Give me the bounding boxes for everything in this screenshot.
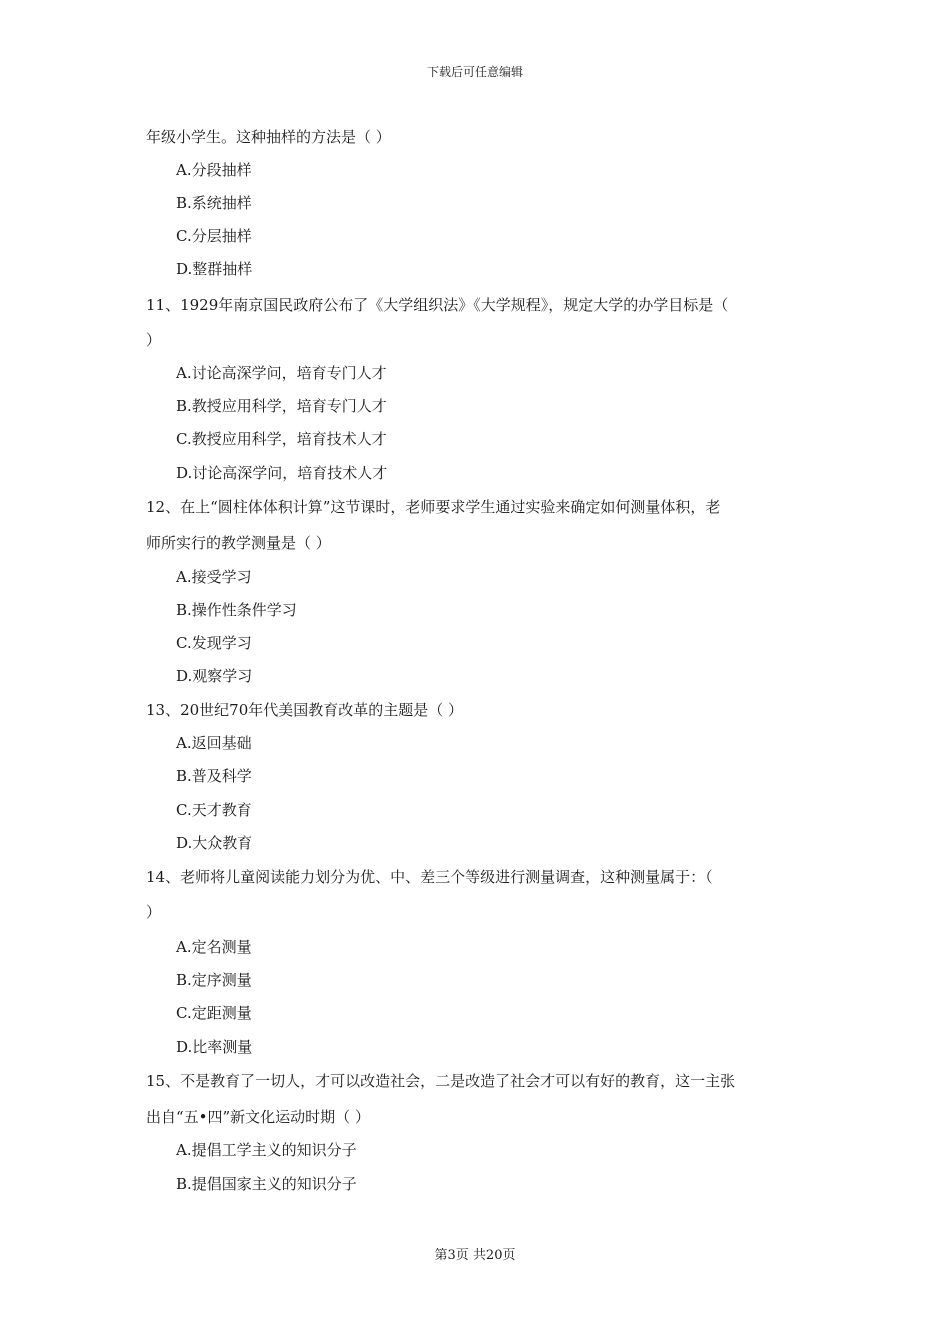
question-14-line-2: ） (146, 903, 162, 921)
q13-option-a: A.返回基础 (176, 734, 252, 752)
page-footer: 第3页 共20页 (434, 1248, 516, 1263)
q13-option-d: D.大众教育 (176, 834, 253, 852)
question-12-line-1: 12、在上“圆柱体体积计算”这节课时，老师要求学生通过实验来确定如何测量体积，老 (146, 498, 721, 516)
q10-option-d: D.整群抽样 (176, 260, 253, 278)
q15-option-b: B.提倡国家主义的知识分子 (176, 1175, 357, 1193)
q12-option-a: A.接受学习 (176, 568, 252, 586)
q11-option-b: B.教授应用科学，培育专门人才 (176, 397, 387, 415)
question-14-line-1: 14、老师将儿童阅读能力划分为优、中、差三个等级进行测量调查，这种测量属于：（ (146, 868, 713, 886)
q10-option-b: B.系统抽样 (176, 194, 252, 212)
question-11-line-2: ） (146, 331, 162, 349)
q14-option-c: C.定距测量 (176, 1004, 252, 1022)
q13-option-b: B.普及科学 (176, 767, 252, 785)
q13-option-c: C.天才教育 (176, 801, 252, 819)
q14-option-d: D.比率测量 (176, 1038, 253, 1056)
question-11-line-1: 11、1929年南京国民政府公布了《大学组织法》《大学规程》，规定大学的办学目标是（ (146, 296, 729, 314)
q15-option-a: A.提倡工学主义的知识分子 (176, 1141, 357, 1159)
q12-option-d: D.观察学习 (176, 667, 253, 685)
q10-option-a: A.分段抽样 (176, 161, 252, 179)
q12-option-b: B.操作性条件学习 (176, 601, 297, 619)
question-13-line-1: 13、20世纪70年代美国教育改革的主题是（ ） (146, 701, 464, 719)
q14-option-b: B.定序测量 (176, 971, 252, 989)
question-10-tail: 年级小学生。这种抽样的方法是（ ） (146, 128, 391, 146)
q14-option-a: A.定名测量 (176, 938, 252, 956)
q11-option-d: D.讨论高深学问，培育技术人才 (176, 464, 388, 482)
q11-option-a: A.讨论高深学问，培育专门人才 (176, 364, 387, 382)
q11-option-c: C.教授应用科学，培育技术人才 (176, 430, 387, 448)
q12-option-c: C.发现学习 (176, 634, 252, 652)
question-15-line-1: 15、不是教育了一切人，才可以改造社会，二是改造了社会才可以有好的教育，这一主张 (146, 1072, 736, 1090)
question-12-line-2: 师所实行的教学测量是（ ） (146, 534, 331, 552)
question-15-line-2: 出自“五•四”新文化运动时期（ ） (146, 1108, 370, 1126)
page-header: 下载后可任意编辑 (426, 65, 523, 79)
q10-option-c: C.分层抽样 (176, 227, 252, 245)
